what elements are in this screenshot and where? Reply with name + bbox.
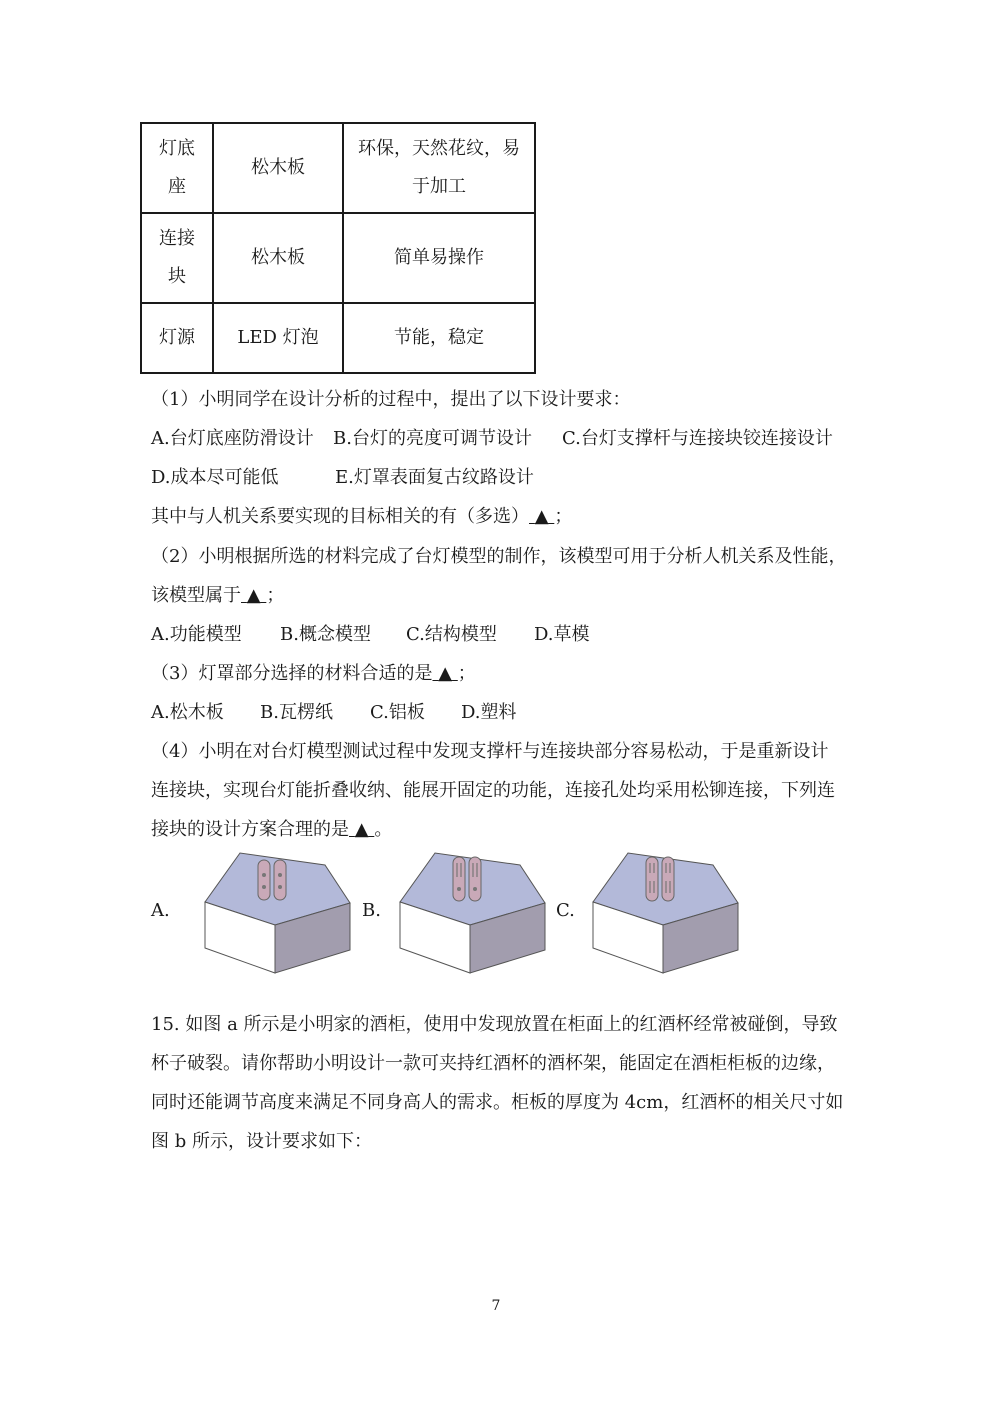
table-cell-part: 灯底 座 xyxy=(141,123,213,213)
answer-blank: ▲ xyxy=(354,819,369,840)
q1-option-c: C.台灯支撑杆与连接块铰连接设计 xyxy=(562,428,833,449)
figure-label-a: A. xyxy=(151,900,170,921)
table-cell-material: LED 灯泡 xyxy=(213,303,343,373)
table-cell-part: 灯源 xyxy=(141,303,213,373)
q4-question: 接块的设计方案合理的是 ▲ 。 xyxy=(151,819,393,840)
table-cell-material: 松木板 xyxy=(213,213,343,303)
q2-stem: （2）小明根据所选的材料完成了台灯模型的制作，该模型可用于分析人机关系及性能， xyxy=(151,546,847,567)
q2-option-b: B.概念模型 xyxy=(280,624,371,645)
q2-option-d: D.草模 xyxy=(534,624,590,645)
q15-line-3: 同时还能调节高度来满足不同身高人的需求。柜板的厚度为 4cm，红酒杯的相关尺寸如 xyxy=(151,1092,844,1113)
figure-label-c: C. xyxy=(556,900,575,921)
q3-option-a: A.松木板 xyxy=(151,702,224,723)
table-row xyxy=(141,303,535,373)
q1-question: 其中与人机关系要实现的目标相关的有（多选） ▲ ； xyxy=(151,506,573,527)
q4-line-2: 连接块，实现台灯能折叠收纳、能展开固定的功能，连接孔处均采用松铆连接，下列连 xyxy=(151,780,835,801)
connector-figure-a xyxy=(200,845,360,975)
q15-line-4: 图 b 所示，设计要求如下： xyxy=(151,1131,372,1152)
table-cell-reason: 简单易操作 xyxy=(343,213,535,303)
table-cell-part: 连接 块 xyxy=(141,213,213,303)
answer-blank: ▲ xyxy=(534,506,549,527)
q3-option-c: C.铝板 xyxy=(370,702,425,723)
q15-line-2: 杯子破裂。请你帮助小明设计一款可夹持红酒杯的酒杯架，能固定在酒柜柜板的边缘， xyxy=(151,1053,835,1074)
q2-question: 该模型属于 ▲ ； xyxy=(151,585,285,606)
table-row xyxy=(141,123,535,213)
q2-option-c: C.结构模型 xyxy=(406,624,497,645)
q2-option-a: A.功能模型 xyxy=(151,624,242,645)
q4-line-1: （4）小明在对台灯模型测试过程中发现支撑杆与连接块部分容易松动，于是重新设计 xyxy=(151,741,829,762)
page-number: 7 xyxy=(491,1298,501,1314)
q3-question: （3）灯罩部分选择的材料合适的是 ▲ ； xyxy=(151,663,476,684)
answer-blank: ▲ xyxy=(246,585,261,606)
q1-option-a: A.台灯底座防滑设计 xyxy=(151,428,314,449)
q1-option-b: B.台灯的亮度可调节设计 xyxy=(333,428,532,449)
q3-option-b: B.瓦楞纸 xyxy=(260,702,333,723)
q3-option-d: D.塑料 xyxy=(461,702,517,723)
connector-figure-b xyxy=(395,845,555,975)
table-cell-reason: 环保，天然花纹，易 于加工 xyxy=(343,123,535,213)
q1-stem: （1）小明同学在设计分析的过程中，提出了以下设计要求： xyxy=(151,389,631,410)
figure-label-b: B. xyxy=(362,900,381,921)
q1-option-e: E.灯罩表面复古纹路设计 xyxy=(335,467,534,488)
connector-figure-c xyxy=(588,845,748,975)
material-table xyxy=(140,122,536,374)
table-cell-reason: 节能，稳定 xyxy=(343,303,535,373)
table-row xyxy=(141,213,535,303)
answer-blank: ▲ xyxy=(438,663,453,684)
q15-line-1: 15. 如图 a 所示是小明家的酒柜，使用中发现放置在柜面上的红酒杯经常被碰倒，导致 xyxy=(151,1014,838,1035)
table-cell-material: 松木板 xyxy=(213,123,343,213)
q1-option-d: D.成本尽可能低 xyxy=(151,467,279,488)
